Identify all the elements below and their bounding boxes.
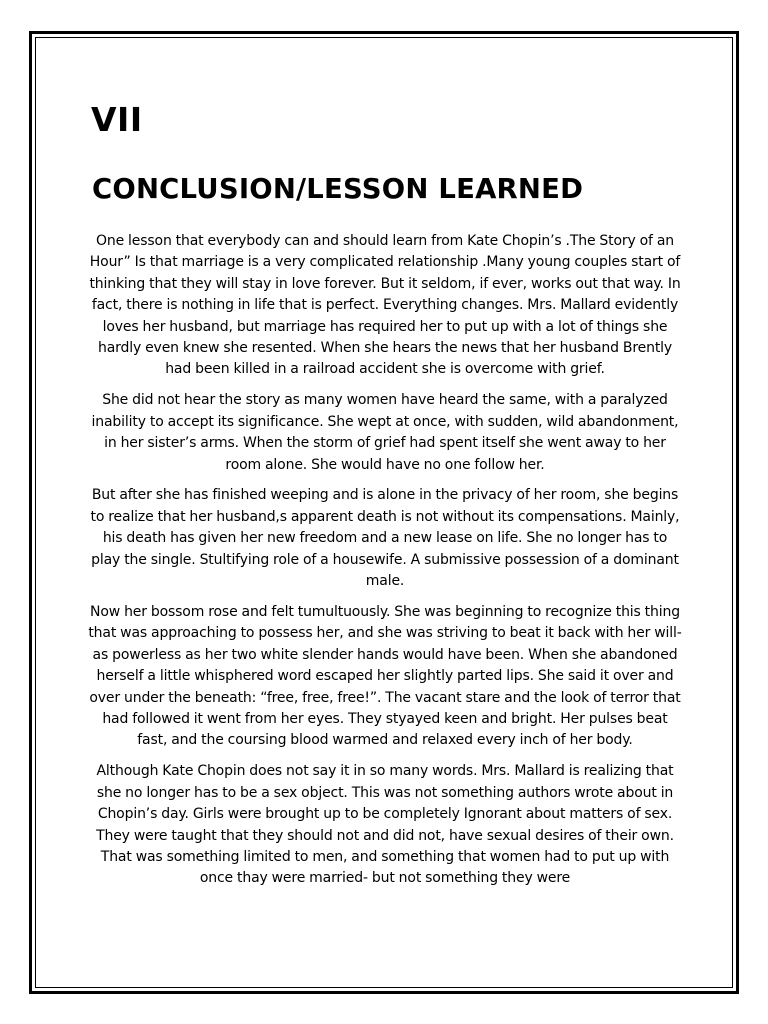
paragraph-1: One lesson that everybody can and should learn from Kate Chopin’s .The Story of an Hour” Is that marriage is a very complicated relationship .Many young couples start of thinking that they will stay in love forever. But it seldom, if ever, works out that way. In fact, there is nothing in life that is perfect. Everything changes. Mrs. Mallard evidently loves her husband, but marriage has required her to put up with a lot of things she hardly even knew she resented. When she hears the news that her husband Brently had been killed in a railroad accident she is overcome with grief. [89,233,681,378]
chapter-title: CONCLUSION/LESSON LEARNED [92,173,584,205]
body-text [88,231,682,951]
chapter-number: VII [91,100,143,139]
paragraph-2: She did not hear the story as many women have heard the same, with a paralyzed inability to accept its significance. She wept at once, with sudden, wild abandonment, in her sister’s arms. When the storm of grief had spent itself she went away to her room alone. She would have no one follow her. [91,392,679,473]
paragraph-3: But after she has finished weeping and is alone in the privacy of her room, she begins to realize that her husband,s apparent death is not without its compensations. Mainly, his death has given her new freedom and a new lease on life. She no longer has to play the single. Stultifying role of a housewife. A submissive possession of a dominant male. [90,487,680,590]
paragraph-4: Now her bossom rose and felt tumultuously. She was beginning to recognize this thing that was approaching to possess her, and she was striving to beat it back with her will-as powerless as her two white slender hands would have been. When she abandoned herself a little whisphered word escaped her slightly parted lips. She said it over and over under the beneath: “free, free, free!”. The vacant stare and the look of terror that had followed it went from her eyes. They styayed keen and bright. Her pulses beat fast, and the coursing blood warmed and relaxed every inch of her body. [88,604,682,749]
paragraph-5: Although Kate Chopin does not say it in so many words. Mrs. Mallard is realizing that she no longer has to be a sex object. This was not something authors wrote about in Chopin’s day. Girls were brought up to be completely Ignorant about matters of sex. They were taught that they should not and did not, have sexual desires of their own. That was something limited to men, and something that women had to put up with once thay were married- but not something they were [96,763,674,887]
